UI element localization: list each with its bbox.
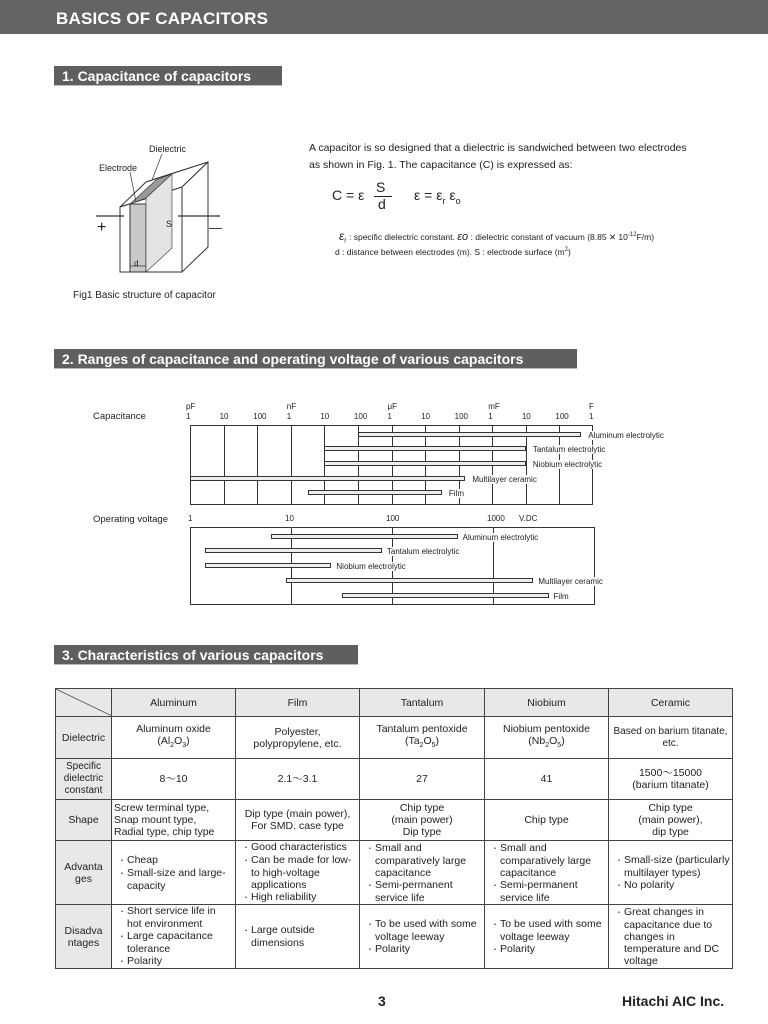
section-heading-3: 3. Characteristics of various capacitors [54, 645, 358, 665]
cell-ceramic-advantages: ・ Small-size (particularly multilayer types) ・ No polarity [609, 841, 733, 905]
label-dielectric: Dielectric [149, 144, 187, 154]
corner-cell [56, 689, 112, 717]
unit-label: pF [186, 402, 196, 411]
cell-aluminum-advantages: ・ Cheap ・ Small-size and large-capacity [112, 841, 236, 905]
figure-caption: Fig1 Basic structure of capacitor [73, 290, 216, 301]
range-bar [205, 548, 382, 553]
label-d: d [134, 259, 139, 268]
intro-text-line1: A capacitor is so designed that a dielectric is sandwiched between two electrodes [309, 142, 687, 154]
table-header-row [56, 689, 733, 717]
page-title: BASICS OF CAPACITORS [56, 9, 269, 28]
cell-niobium-shape: Chip type [485, 800, 609, 841]
col-tantalum: Tantalum [360, 689, 485, 717]
table-row [56, 841, 733, 905]
tick-label: 1000 [487, 514, 505, 523]
tick-label: 1 [286, 412, 292, 421]
formula-epsilon: $\varepsilon = \varepsilon_r$ $\varepsilon_o$ [414, 187, 461, 206]
range-bar-label: Aluminum electrolytic [462, 533, 539, 542]
range-bar [286, 578, 533, 583]
range-bar [190, 476, 465, 481]
cell-niobium-constant: 41 [485, 759, 609, 800]
cell-aluminum-disadvantages: ・ Short service life in hot environment ・ Large capacitance tolerance ・ Polarity [112, 905, 236, 969]
range-bar-label: Film [448, 489, 464, 498]
col-aluminum: Aluminum [112, 689, 236, 717]
tick-label: 1 [186, 412, 191, 421]
cell-aluminum-dielectric: Aluminum oxide $(Al_2O_3)$ [112, 717, 236, 759]
table-row [56, 759, 733, 800]
col-ceramic: Ceramic [609, 689, 733, 717]
cell-film-advantages: ・ Good characteristics ・ Can be made for low- to high-voltage applications ・ High reliability [236, 841, 360, 905]
row-label-constant: Specific dielectric constant [56, 759, 112, 800]
tick-label: 10 [219, 412, 229, 421]
range-bar-label: Multilayer ceramic [472, 475, 537, 484]
cell-film-shape: Dip type (main power), For SMD. case type [236, 800, 360, 841]
table-row [56, 905, 733, 969]
formula-denominator: d [378, 196, 386, 212]
capacitor-structure-figure [90, 140, 240, 275]
range-bar-label: Film [553, 592, 569, 601]
tick-label: 100 [386, 514, 400, 523]
label-s: S [166, 219, 173, 229]
range-bar [324, 461, 526, 466]
table-row [56, 800, 733, 841]
row-label-advantages: Advanta ges [56, 841, 112, 905]
section-heading-2: 2. Ranges of capacitance and operating voltage of various capacitors [54, 349, 577, 369]
note-distance: d : distance between electrodes (m). S : electrode surface $(m^2)$ [335, 247, 571, 257]
range-bar-label: Aluminum electrolytic [588, 431, 664, 440]
formula-c: C = ε [332, 187, 365, 203]
voltage-unit: V.DC [519, 514, 538, 523]
cell-film-disadvantages: ・ Large outside dimensions [236, 905, 360, 969]
capacitance-label: Capacitance [93, 411, 146, 422]
range-bar-label: Tantalum electrolytic [386, 547, 460, 556]
minus-sign: — [209, 220, 222, 235]
unit-label: F [589, 402, 594, 411]
cell-film-constant: 2.1〜3.1 [236, 759, 360, 800]
col-niobium: Niobium [485, 689, 609, 717]
cell-aluminum-constant: 8〜10 [112, 759, 236, 800]
range-bar [308, 490, 442, 495]
cell-aluminum-shape: Screw terminal type, Snap mount type, Radial type, chip type [112, 800, 236, 841]
cell-tantalum-dielectric: Tantalum pentoxide $(Ta_2O_5)$ [360, 717, 485, 759]
table-row [56, 717, 733, 759]
cell-ceramic-dielectric: Based on barium titanate, etc. [609, 717, 733, 759]
voltage-label: Operating voltage [93, 514, 168, 525]
cell-niobium-advantages: ・ Small and comparatively large capacitance ・ Semi-permanent service life [485, 841, 609, 905]
range-bar [324, 446, 526, 451]
tick-label: 100 [555, 412, 569, 421]
page-number: 3 [378, 993, 386, 1009]
unit-label: mF [488, 402, 500, 411]
range-bar-label: Niobium electrolytic [532, 460, 603, 469]
row-label-dielectric: Dielectric [56, 717, 112, 759]
formula-numerator: S [376, 179, 386, 195]
intro-text-line2: as shown in Fig. 1. The capacitance (C) is expressed as: [309, 159, 573, 171]
label-electrode: Electrode [99, 163, 138, 173]
cell-ceramic-constant: 1500〜15000 (barium titanate) [609, 759, 733, 800]
range-bar [271, 534, 458, 539]
cell-tantalum-shape: Chip type (main power) Dip type [360, 800, 485, 841]
tick-label: 100 [454, 412, 469, 421]
cell-tantalum-disadvantages: ・ To be used with some voltage leeway ・ Polarity [360, 905, 485, 969]
range-bar-label: Tantalum electrolytic [532, 445, 606, 454]
note-epsilon: $\varepsilon_r$ : specific dielectric constant. εo : dielectric constant of vacuum (8.85 ✕ $10^{-12}F/m$) [339, 229, 655, 245]
range-bar [358, 432, 581, 437]
col-film: Film [236, 689, 360, 717]
cell-tantalum-advantages: ・ Small and comparatively large capacitance ・ Semi-permanent service life [360, 841, 485, 905]
range-bar [342, 593, 549, 598]
row-label-disadvantages: Disadva ntages [56, 905, 112, 969]
row-label-shape: Shape [56, 800, 112, 841]
cell-tantalum-constant: 27 [360, 759, 485, 800]
tick-label: 1 [188, 514, 193, 523]
cell-niobium-disadvantages: ・ To be used with some voltage leeway ・ Polarity [485, 905, 609, 969]
range-bar [205, 563, 331, 568]
range-bar-label: Multilayer ceramic [538, 577, 603, 586]
tick-label: 1 [589, 412, 594, 421]
tick-label: 10 [285, 514, 294, 523]
section-heading-1: 1. Capacitance of capacitors [54, 66, 282, 86]
cell-ceramic-disadvantages: ・ Great changes in capacitance due to changes in temperature and DC voltage [609, 905, 733, 969]
tick-label: 10 [521, 412, 531, 421]
cell-niobium-dielectric: Niobium pentoxide $(Nb_2O_5)$ [485, 717, 609, 759]
range-bar-label: Niobium electrolytic [336, 562, 406, 571]
tick-label: 100 [253, 412, 267, 421]
tick-label: 1 [488, 412, 493, 421]
cell-film-dielectric: Polyester, polypropylene, etc. [236, 717, 360, 759]
tick-label: 10 [320, 412, 330, 421]
plus-sign: + [97, 219, 107, 236]
unit-label: nF [286, 402, 297, 411]
cell-ceramic-shape: Chip type (main power), dip type [609, 800, 733, 841]
tick-label: 1 [387, 412, 392, 421]
company-name: Hitachi AIC Inc. [622, 993, 725, 1009]
tick-label: 10 [421, 412, 430, 421]
characteristics-table [55, 688, 733, 969]
tick-label: 100 [353, 412, 368, 421]
unit-label: μF [387, 402, 397, 411]
